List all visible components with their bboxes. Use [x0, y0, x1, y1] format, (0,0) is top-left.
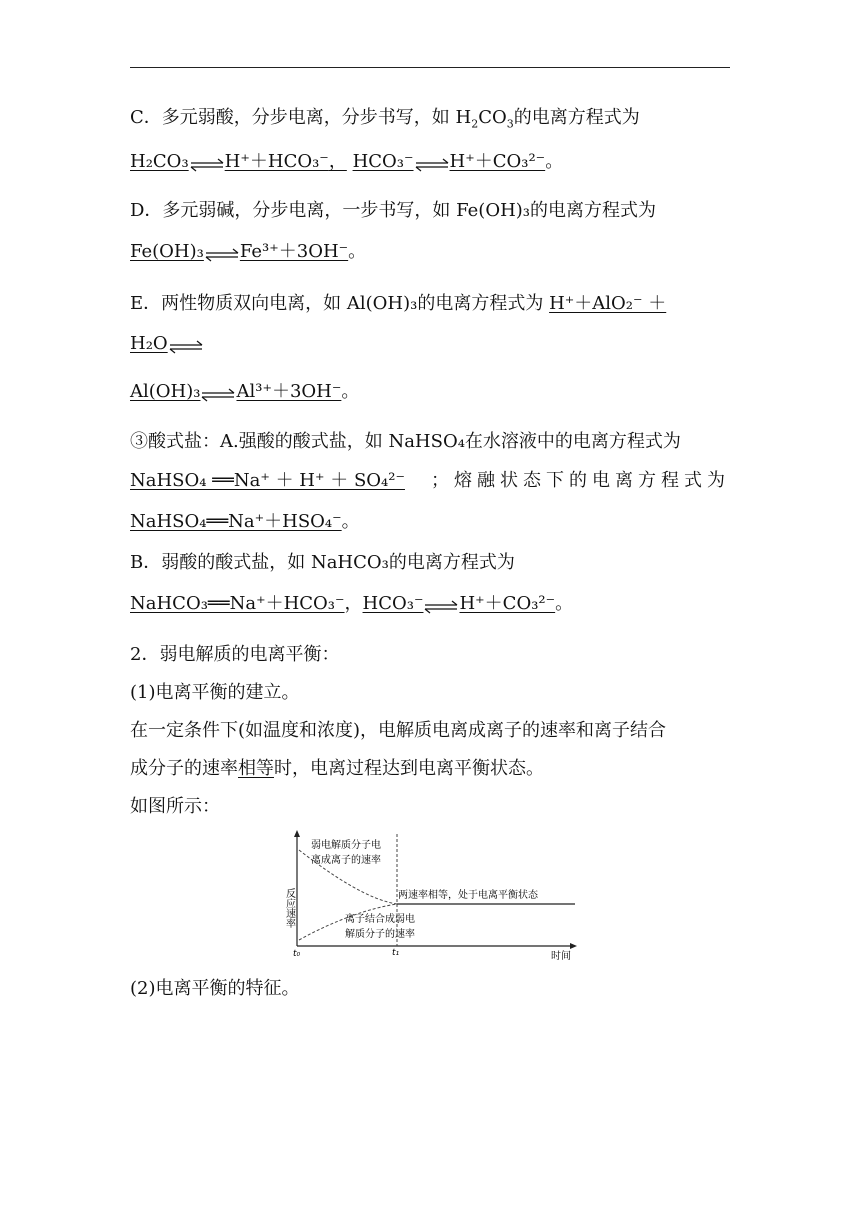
section-heading-2: 2．弱电解质的电离平衡： [130, 644, 340, 665]
equation-h2co3 [130, 150, 563, 174]
top-curve-label-1: 弱电解质分子电 [311, 840, 381, 851]
eq-right: H⁺＋HCO₃⁻ [224, 151, 329, 172]
text: C．多元弱酸，分步电离，分步书写，如 H [130, 107, 472, 128]
equilibrium-arrow-icon [423, 597, 459, 611]
period: 。 [545, 151, 564, 172]
text-melt-intro: ；熔融状态下的电离方程式为 [431, 470, 730, 491]
text: CO [478, 107, 507, 128]
y-axis-label: 反应速率 [283, 888, 295, 928]
period: 。 [555, 593, 574, 614]
period: 。 [348, 241, 367, 262]
eq2-right: H⁺＋CO₃²⁻ [449, 151, 546, 172]
header-rule [130, 67, 730, 68]
underlined-answer: 相等 [238, 758, 274, 779]
paragraph-acid-salt: ③酸式盐：A.强酸的酸式盐，如 NaHSO₄在水溶液中的电离方程式为 [130, 431, 681, 452]
eq2-left: HCO₃⁻ [352, 151, 414, 172]
subheading-2: (2)电离平衡的特征。 [130, 978, 300, 999]
equation-aloh3 [130, 380, 359, 404]
paragraph-c-intro [130, 106, 730, 130]
subheading-1: (1)电离平衡的建立。 [130, 682, 300, 703]
comma: ， [344, 593, 363, 614]
paragraph-e-intro [130, 292, 666, 316]
figure-intro: 如图所示： [130, 796, 220, 817]
text: 时，电离过程达到电离平衡状态。 [274, 758, 544, 779]
paragraph-b-intro: B．弱酸的酸式盐，如 NaHCO₃的电离方程式为 [130, 552, 515, 573]
equilibrium-arrow-icon [414, 155, 450, 169]
text: 的电离方程式为 [513, 107, 640, 128]
t0-label: t₀ [293, 949, 301, 959]
paragraph-1: 在一定条件下(如温度和浓度)，电解质电离成离子的速率和离子结合 [130, 720, 667, 741]
equilibrium-label: 两速率相等，处于电离平衡状态 [398, 890, 538, 901]
rate-equilibrium-figure [275, 828, 585, 960]
comma: ， [328, 151, 347, 172]
eq-right: Al³⁺＋3OH⁻ [236, 381, 342, 402]
paragraph-d-intro: D．多元弱碱，分步电离，一步书写，如 Fe(OH)₃的电离方程式为 [130, 200, 657, 221]
equation-nahso4-aq [130, 469, 730, 493]
eq-left: H⁺＋AlO₂⁻ ＋ [549, 293, 667, 314]
text: E．两性物质双向电离，如 Al(OH)₃的电离方程式为 [130, 293, 544, 314]
paragraph-2 [130, 757, 544, 781]
eq2-right: H⁺＋CO₃²⁻ [459, 593, 556, 614]
text: 成分子的速率 [130, 758, 238, 779]
top-curve-label-2: 离成离子的速率 [311, 855, 381, 866]
equilibrium-arrow-icon [189, 155, 225, 169]
equation-feoh3 [130, 240, 366, 264]
eq-left2: H₂O [130, 333, 168, 354]
equilibrium-arrow-icon [200, 385, 236, 399]
eq-right: Fe³⁺＋3OH⁻ [239, 241, 349, 262]
eq-left: Al(OH)₃ [130, 381, 201, 402]
subscript: 2 [471, 117, 479, 131]
eq-nahco3: NaHCO₃══Na⁺＋HCO₃⁻ [130, 593, 345, 614]
eq-nahso4-melt: NaHSO₄══Na⁺＋HSO₄⁻ [130, 511, 342, 532]
eq-nahso4-aq: NaHSO₄ ══Na⁺ ＋ H⁺ ＋ SO₄²⁻ [130, 470, 405, 491]
equilibrium-arrow-icon [168, 337, 204, 351]
period: 。 [341, 381, 360, 402]
eq-left: Fe(OH)₃ [130, 241, 204, 262]
equilibrium-arrow-icon [204, 245, 240, 259]
eq-left: H₂CO₃ [130, 151, 189, 172]
equation-nahso4-melt [130, 510, 360, 534]
bottom-curve-label-2: 解质分子的速率 [345, 929, 415, 940]
equation-nahco3 [130, 592, 573, 616]
subscript: 3 [506, 117, 514, 131]
bottom-curve-label-1: 离子结合成弱电 [345, 914, 415, 925]
period: 。 [341, 511, 360, 532]
eq2-left: HCO₃⁻ [362, 593, 424, 614]
t1-label: t₁ [392, 948, 400, 958]
equation-h2o [130, 332, 204, 356]
x-axis-label: 时间 [551, 951, 571, 960]
